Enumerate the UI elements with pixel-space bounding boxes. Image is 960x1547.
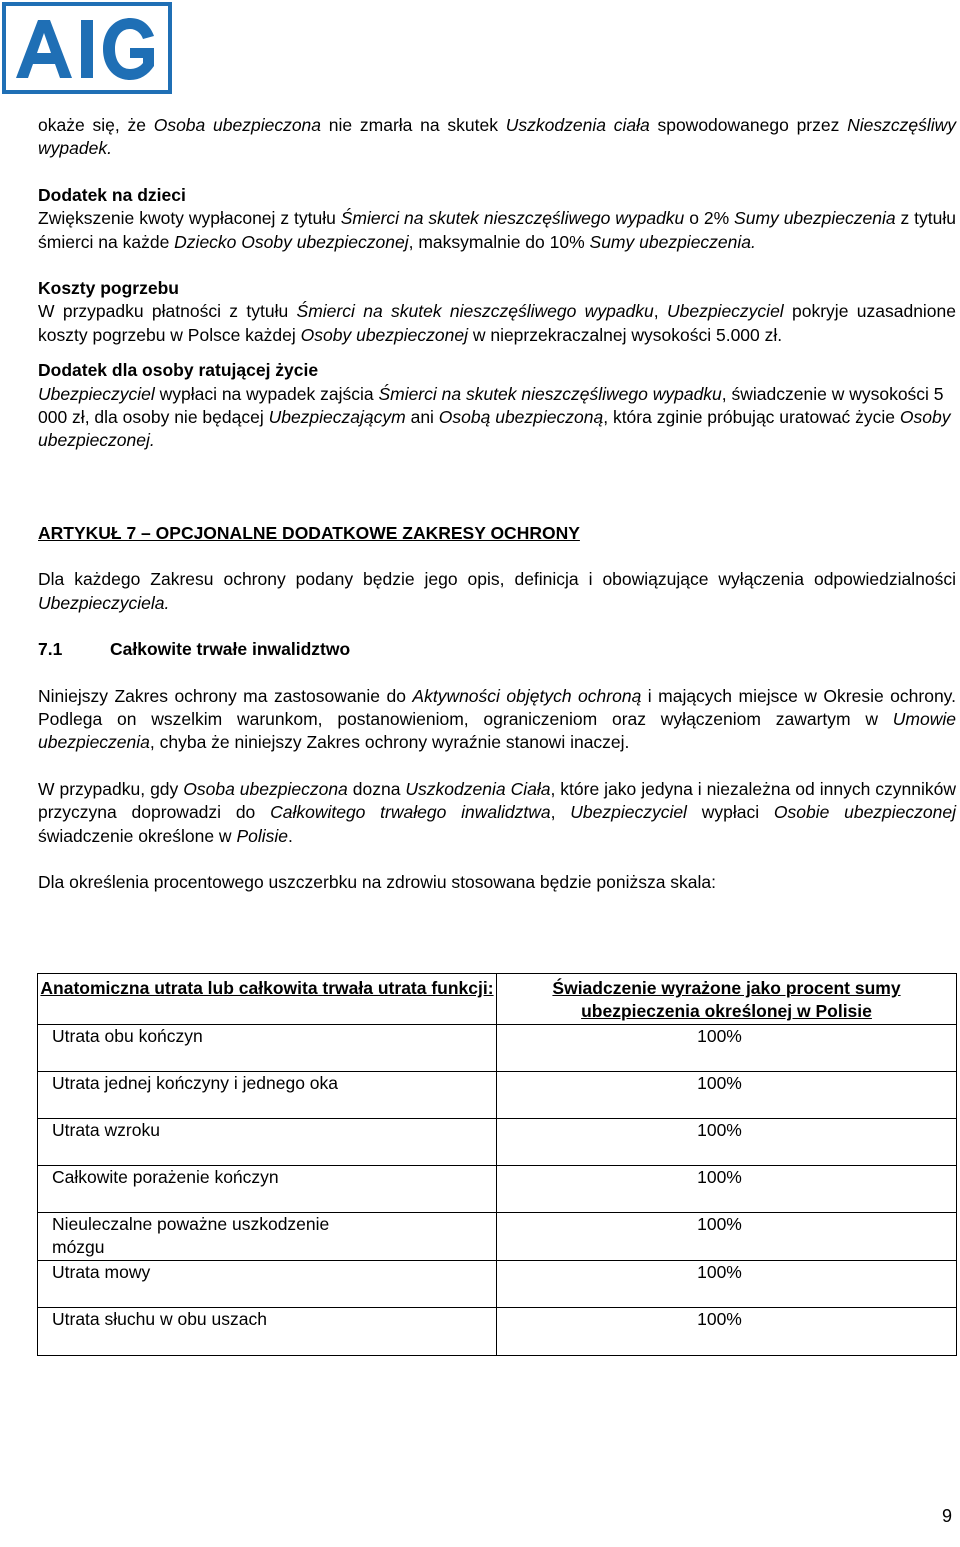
paragraph-scale-intro: Dla określenia procentowego uszczerbku na zdrowiu stosowana będzie poniższa skala: — [38, 871, 717, 892]
disability-scale-table — [37, 973, 957, 1356]
table-cell-value: 100% — [497, 1165, 957, 1212]
table-cell-value: 100% — [497, 1024, 957, 1071]
table-header-row — [38, 974, 957, 1025]
section-number: 7.1 — [38, 639, 63, 660]
document-body — [38, 114, 956, 894]
table-cell-label: Utrata wzroku — [38, 1118, 497, 1165]
table-row — [38, 1071, 957, 1118]
table-cell-label: Całkowite porażenie kończyn — [38, 1165, 497, 1212]
table-cell-label: Utrata słuchu w obu uszach — [38, 1307, 497, 1355]
paragraph-payout: W przypadku, gdy Osoba ubezpieczona dozna Uszkodzenia Ciała, które jako jedyna i niezależna od innych czynników przyczyna doprowadzi do Całkowitego trwałego inwalidztwa, Ubezpieczyciel wypłaci Osobie ubezpieczonej świadczenie określone w Polisie. — [38, 778, 957, 846]
aig-logo — [2, 2, 172, 94]
table-row — [38, 1165, 957, 1212]
paragraph-article-7-intro: Dla każdego Zakresu ochrony podany będzie jego opis, definicja i obowiązujące wyłączenia odpowiedzialności Ubezpieczyciela. — [38, 569, 956, 613]
table-cell-value: 100% — [497, 1212, 957, 1260]
table-cell-value: 100% — [497, 1071, 957, 1118]
table-row — [38, 1307, 957, 1355]
paragraph-funeral-costs: W przypadku płatności z tytułu Śmierci na skutek nieszczęśliwego wypadku, Ubezpieczyciel pokryje uzasadnione koszty pogrzebu w Polsce każdej Osoby ubezpieczonej w nieprzekraczalnej wysokości 5.000 zł. — [38, 301, 957, 345]
table-cell-label: Utrata obu kończyn — [38, 1024, 497, 1071]
table-header-benefit: Świadczenie wyrażone jako procent sumy ubezpieczenia określonej w Polisie — [497, 974, 957, 1025]
table-cell-label: Nieuleczalne poważne uszkodzenie mózgu — [38, 1212, 497, 1260]
paragraph-lifesaver-supplement: Ubezpieczyciel wypłaci na wypadek zajścia Śmierci na skutek nieszczęśliwego wypadku, świadczenie w wysokości 5 000 zł, dla osoby nie będącej Ubezpieczającym ani Osobą ubezpieczoną, która zginie próbując uratować życie Osoby ubezpieczonej. — [38, 383, 951, 451]
heading-funeral-costs: Koszty pogrzebu — [38, 278, 179, 299]
table-cell-value: 100% — [497, 1118, 957, 1165]
table-row — [38, 1212, 957, 1260]
table-header-loss: Anatomiczna utrata lub całkowita trwała utrata funkcji: — [38, 974, 497, 1025]
section-7-1-heading — [38, 638, 956, 661]
table-row — [38, 1118, 957, 1165]
table-cell-label: Utrata jednej kończyny i jednego oka — [38, 1071, 497, 1118]
table-row — [38, 1024, 957, 1071]
paragraph-death-condition: okaże się, że Osoba ubezpieczona nie zmarła na skutek Uszkodzenia ciała spowodowanego przez Nieszczęśliwy wypadek. — [38, 115, 957, 159]
paragraph-child-supplement: Zwiększenie kwoty wypłaconej z tytułu Śmierci na skutek nieszczęśliwego wypadku o 2% Sumy ubezpieczenia z tytułu śmierci na każde Dziecko Osoby ubezpieczonej, maksymalnie do 10% Sumy ubezpieczenia. — [38, 208, 956, 252]
heading-lifesaver-supplement: Dodatek dla osoby ratującej życie — [38, 360, 319, 381]
paragraph-scope: Niniejszy Zakres ochrony ma zastosowanie do Aktywności objętych ochroną i mających miejsce w Okresie ochrony. Podlega on wszelkim warunkom, postanowieniom, ograniczeniom oraz wyłączeniom zawartym w Umowie ubezpieczenia, chyba że niniejszy Zakres ochrony wyraźnie stanowi inaczej. — [38, 685, 956, 753]
table-cell-value: 100% — [497, 1260, 957, 1307]
table-row — [38, 1260, 957, 1307]
aig-logo-mark — [6, 6, 168, 90]
article-7-heading: ARTYKUŁ 7 – OPCJONALNE DODATKOWE ZAKRESY OCHRONY — [38, 522, 580, 543]
page-number: 9 — [941, 1506, 952, 1526]
table-cell-value: 100% — [497, 1307, 957, 1355]
table-cell-label: Utrata mowy — [38, 1260, 497, 1307]
section-title: Całkowite trwałe inwalidztwo — [110, 639, 351, 660]
heading-child-supplement: Dodatek na dzieci — [38, 184, 186, 205]
